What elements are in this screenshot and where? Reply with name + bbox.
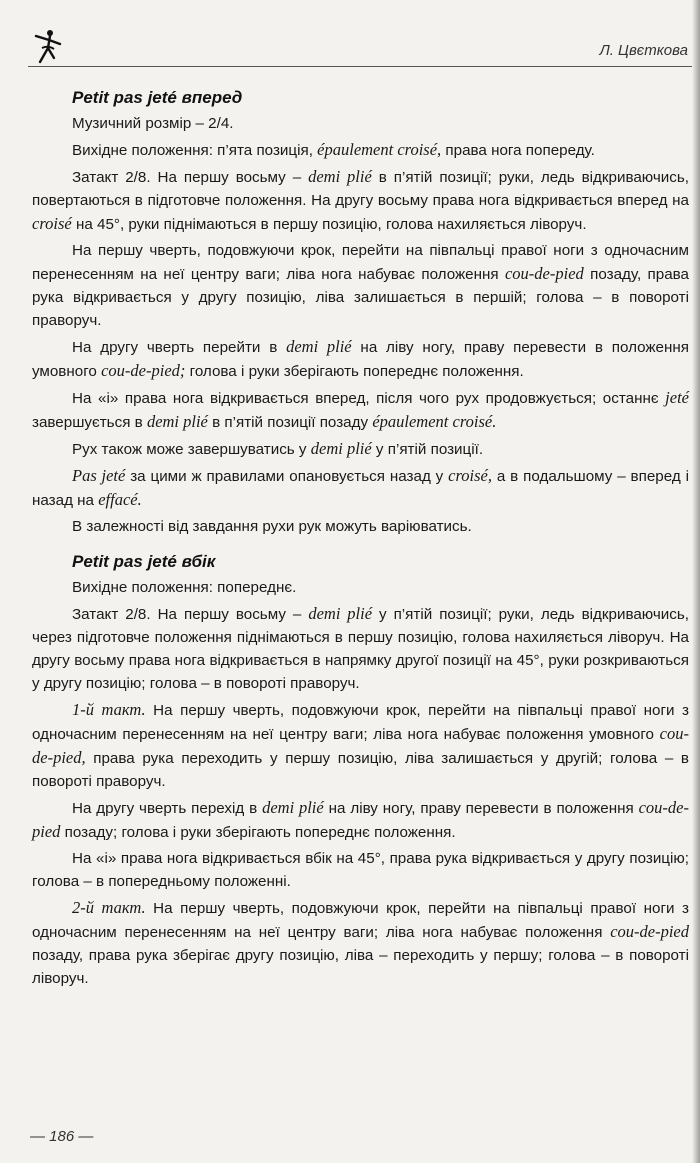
header-rule [28,66,692,67]
text-run: позаду, права рука зберігає другу позицію, ліва – переходить у першу; голова – в повороті ліворуч. [32,947,689,987]
text-run: права нога попереду. [441,142,595,159]
italic-term: demi plié [308,604,373,623]
italic-term: épaulement croisé, [317,140,442,159]
text-run: На «і» права нога відкривається вбік на 45°, права рука відкривається у другу позицію; голова – в попередньому положенні. [32,850,689,890]
italic-term: 1-й такт. [72,700,146,719]
paragraph [32,386,689,434]
italic-term: demi plié [262,798,324,817]
italic-term: 2-й такт. [72,898,146,917]
text-run: позаду, права рука відкривається у другу позицію, ліва залишається в першій; голова – в повороті праворуч. [32,266,690,329]
text-run: а в подальшому – вперед і назад на [32,468,689,509]
text-run: На першу чверть, подовжуючи крок, перейти на півпальці правої ноги з одночасним перенесенням на неї центру ваги; ліва нога набуває положення [32,900,690,941]
italic-term: Pas jeté [72,466,126,485]
paragraph [32,437,689,461]
italic-term: cou-de-pied [32,798,689,841]
paragraph [32,896,689,990]
text-run: Вихідне положення: попереднє. [72,579,297,596]
paragraph [32,464,689,512]
page-number: — 186 — [30,1128,94,1145]
text-run: голова і руки зберігають попереднє положення. [185,363,524,380]
italic-term: demi plié [286,337,352,356]
italic-term: demi plié [310,439,372,458]
ballerina-icon [28,28,68,68]
page-edge-shadow [692,0,700,1163]
paragraph [32,576,689,599]
italic-term: demi plié [308,167,372,186]
text-run: На другу чверть перехід в [72,800,263,817]
main-text [32,88,689,993]
text-run: Музичний розмір – 2/4. [72,115,234,132]
paragraph [32,602,689,695]
paragraph [32,796,689,844]
paragraph [32,239,689,332]
text-run: Рух також може завершуватись у [72,441,311,458]
italic-term: croisé [32,214,72,233]
text-run: на 45°, руки піднімаються в першу позицію, голова нахиляється ліворуч. [71,216,587,233]
text-run: права рука переходить у першу позицію, ліва залишається у другій; голова – в повороті праворуч. [32,750,689,790]
paragraph [32,335,689,383]
italic-term: cou-de-pied, [32,724,689,767]
text-run: за цими ж правилами опановується назад у [125,468,449,485]
text-run: На першу чверть, подовжуючи крок, перейти на півпальці правої ноги з одночасним перенесенням на неї центру ваги; ліва нога набуває положення [32,242,689,283]
paragraph [32,515,689,538]
text-run: На «і» права нога відкривається вперед, після чого рух продовжується; останнє [72,390,666,407]
italic-term: jeté [665,388,689,407]
page-header [28,28,692,68]
italic-term: cou-de-pied [610,922,689,941]
text-run: Вихідне положення: п’ята позиція, [72,142,318,159]
text-run: На другу чверть перейти в [72,339,287,356]
author-name: Л. Цвєткова [599,42,688,59]
text-run: у п’ятій позиції; руки, ледь відкриваючись, через підготовче положення піднімаються в першу позицію, голова нахиляється ліворуч. На другу восьму права нога відкривається в напрямку другої позиції на 45°, руки розкриваються у другу позицію; голова – в повороті праворуч. [32,606,689,692]
paragraph [32,698,689,793]
text-run: позаду; голова і руки зберігають попереднє положення. [60,824,456,841]
paragraph [32,847,689,893]
section-title: Petit pas jeté вперед [72,88,243,107]
text-run: на ліву ногу, праву перевести в положення [323,800,639,817]
italic-term: cou-de-pied; [101,361,186,380]
paragraph [32,138,689,162]
text-run: на ліву ногу, праву перевести в положення умовного [32,339,690,380]
italic-term: demi plié [146,412,208,431]
text-run: в п’ятій позиції; руки, ледь відкриваючись, повертаються в підготовче положення. На другу восьму права нога відкривається вперед на [32,169,689,209]
text-run: завершується в [32,414,147,431]
text-run: Затакт 2/8. На першу восьму – [72,169,309,186]
text-run: Затакт 2/8. На першу восьму – [72,606,309,623]
text-run: В залежності від завдання рухи рук можуть варіюватись. [72,518,472,535]
paragraph [32,165,689,236]
italic-term: croisé, [448,466,492,485]
text-run: На першу чверть, подовжуючи крок, перейти на півпальці правої ноги з одночасним перенесенням на неї центру ваги; ліва нога набуває положення умовного [32,702,690,743]
text-run: у п’ятій позиції. [371,441,484,458]
text-run: в п’ятій позиції позаду [207,414,373,431]
italic-term: cou-de-pied [504,264,584,283]
paragraph [32,112,689,135]
section-title: Petit pas jeté вбік [72,552,216,571]
italic-term: épaulement croisé. [372,412,497,431]
italic-term: effacé. [98,490,142,509]
